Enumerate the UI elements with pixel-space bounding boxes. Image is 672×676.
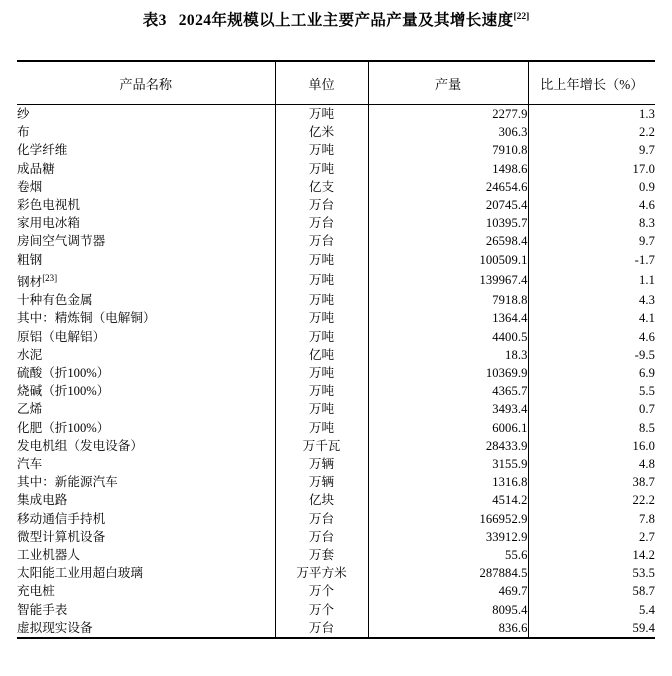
cell-product-name bbox=[17, 582, 275, 600]
cell-growth-value: 4.1 bbox=[528, 309, 655, 327]
table-row bbox=[17, 105, 655, 124]
cell-product-name bbox=[17, 455, 275, 473]
cell-growth-value: 4.6 bbox=[528, 196, 655, 214]
cell-output-value: 33912.9 bbox=[368, 528, 528, 546]
cell-unit: 万个 bbox=[275, 582, 368, 600]
cell-product-name bbox=[17, 564, 275, 582]
product-name-label: 纱 bbox=[17, 107, 30, 121]
table-row bbox=[17, 328, 655, 346]
cell-product-name bbox=[17, 214, 275, 232]
cell-growth-value: 59.4 bbox=[528, 619, 655, 638]
cell-product-name bbox=[17, 196, 275, 214]
table-header-row bbox=[17, 61, 655, 105]
cell-output-value: 18.3 bbox=[368, 346, 528, 364]
table-row bbox=[17, 491, 655, 509]
cell-growth-value: 9.7 bbox=[528, 232, 655, 250]
table-row bbox=[17, 382, 655, 400]
product-name-label: 成品糖 bbox=[17, 161, 55, 176]
cell-unit: 万台 bbox=[275, 510, 368, 528]
table-container bbox=[17, 60, 655, 639]
product-name-label: 卷烟 bbox=[17, 179, 43, 194]
cell-unit: 万吨 bbox=[275, 328, 368, 346]
cell-unit: 万吨 bbox=[275, 419, 368, 437]
cell-output-value: 4514.2 bbox=[368, 491, 528, 509]
table-row bbox=[17, 178, 655, 196]
table-body bbox=[17, 105, 655, 639]
cell-unit: 万台 bbox=[275, 619, 368, 638]
cell-unit: 万套 bbox=[275, 546, 368, 564]
cell-output-value: 306.3 bbox=[368, 123, 528, 141]
table-number: 表3 bbox=[142, 12, 167, 29]
cell-growth-value: 2.2 bbox=[528, 123, 655, 141]
table-row bbox=[17, 473, 655, 491]
table-row bbox=[17, 123, 655, 141]
cell-product-name bbox=[17, 160, 275, 178]
cell-product-name bbox=[17, 232, 275, 250]
cell-growth-value: 16.0 bbox=[528, 437, 655, 455]
cell-growth-value: 22.2 bbox=[528, 491, 655, 509]
cell-output-value: 3155.9 bbox=[368, 455, 528, 473]
cell-growth-value: 14.2 bbox=[528, 546, 655, 564]
cell-output-value: 2277.9 bbox=[368, 105, 528, 124]
cell-output-value: 10369.9 bbox=[368, 364, 528, 382]
product-name-label: 家用电冰箱 bbox=[17, 216, 80, 231]
column-header-unit: 单位 bbox=[275, 61, 368, 105]
cell-unit: 万个 bbox=[275, 601, 368, 619]
cell-output-value: 287884.5 bbox=[368, 564, 528, 582]
product-name-label: 虚拟现实设备 bbox=[17, 620, 93, 635]
cell-product-name bbox=[17, 382, 275, 400]
product-name-label: 移动通信手持机 bbox=[17, 511, 106, 526]
product-name-label: 其中：精炼铜（电解铜） bbox=[17, 311, 156, 326]
cell-growth-value: 2.7 bbox=[528, 528, 655, 546]
cell-output-value: 20745.4 bbox=[368, 196, 528, 214]
product-name-label: 原铝（电解铝） bbox=[17, 329, 106, 344]
cell-output-value: 166952.9 bbox=[368, 510, 528, 528]
product-name-label: 钢材 bbox=[17, 275, 43, 290]
product-name-label: 水泥 bbox=[17, 347, 43, 362]
cell-growth-value: 0.7 bbox=[528, 400, 655, 418]
table-row bbox=[17, 196, 655, 214]
cell-product-name bbox=[17, 123, 275, 141]
table-header bbox=[17, 61, 655, 105]
product-name-label: 房间空气调节器 bbox=[17, 234, 106, 249]
product-name-label: 彩色电视机 bbox=[17, 198, 80, 213]
cell-growth-value: 53.5 bbox=[528, 564, 655, 582]
column-header-output: 产量 bbox=[368, 61, 528, 105]
product-name-label: 化学纤维 bbox=[17, 143, 68, 158]
product-name-label: 汽车 bbox=[17, 457, 43, 472]
column-header-product-name: 产品名称 bbox=[17, 61, 275, 105]
cell-growth-value: 6.9 bbox=[528, 364, 655, 382]
cell-product-name bbox=[17, 546, 275, 564]
cell-unit: 万吨 bbox=[275, 382, 368, 400]
table-row bbox=[17, 528, 655, 546]
title-main-text: 2024年规模以上工业主要产品产量及其增长速度 bbox=[178, 12, 514, 29]
cell-unit: 万平方米 bbox=[275, 564, 368, 582]
cell-output-value: 6006.1 bbox=[368, 419, 528, 437]
cell-product-name bbox=[17, 510, 275, 528]
cell-unit: 万吨 bbox=[275, 141, 368, 159]
cell-product-name bbox=[17, 291, 275, 309]
cell-product-name bbox=[17, 491, 275, 509]
product-name-label: 智能手表 bbox=[17, 602, 68, 617]
cell-output-value: 836.6 bbox=[368, 619, 528, 638]
cell-unit: 万千瓦 bbox=[275, 437, 368, 455]
table-row bbox=[17, 309, 655, 327]
cell-output-value: 1364.4 bbox=[368, 309, 528, 327]
product-name-label: 充电桩 bbox=[17, 584, 55, 599]
table-row bbox=[17, 582, 655, 600]
cell-output-value: 55.6 bbox=[368, 546, 528, 564]
cell-unit: 亿吨 bbox=[275, 346, 368, 364]
cell-unit: 万辆 bbox=[275, 473, 368, 491]
cell-product-name bbox=[17, 141, 275, 159]
table-row bbox=[17, 455, 655, 473]
cell-unit: 万台 bbox=[275, 232, 368, 250]
cell-output-value: 7910.8 bbox=[368, 141, 528, 159]
cell-output-value: 24654.6 bbox=[368, 178, 528, 196]
product-name-label: 太阳能工业用超白玻璃 bbox=[17, 566, 143, 581]
product-name-label: 化肥（折100%） bbox=[17, 420, 110, 435]
table-row bbox=[17, 232, 655, 250]
cell-growth-value: 58.7 bbox=[528, 582, 655, 600]
product-name-label: 集成电路 bbox=[17, 493, 68, 508]
cell-unit: 万吨 bbox=[275, 400, 368, 418]
product-name-label: 工业机器人 bbox=[17, 548, 80, 563]
product-name-label: 硫酸（折100%） bbox=[17, 366, 110, 381]
cell-growth-value: 4.6 bbox=[528, 328, 655, 346]
cell-product-name bbox=[17, 105, 275, 124]
cell-output-value: 139967.4 bbox=[368, 269, 528, 291]
cell-product-name bbox=[17, 269, 275, 291]
product-name-label: 发电机组（发电设备） bbox=[17, 438, 143, 453]
cell-growth-value: 8.3 bbox=[528, 214, 655, 232]
cell-output-value: 469.7 bbox=[368, 582, 528, 600]
cell-unit: 亿块 bbox=[275, 491, 368, 509]
cell-unit: 万辆 bbox=[275, 455, 368, 473]
cell-growth-value: 4.3 bbox=[528, 291, 655, 309]
table-row bbox=[17, 291, 655, 309]
cell-unit: 万吨 bbox=[275, 251, 368, 269]
table-row bbox=[17, 160, 655, 178]
product-footnote-marker: [23] bbox=[42, 272, 58, 283]
cell-product-name bbox=[17, 601, 275, 619]
cell-product-name bbox=[17, 178, 275, 196]
product-name-label: 粗钢 bbox=[17, 252, 43, 267]
table-row bbox=[17, 214, 655, 232]
cell-product-name bbox=[17, 437, 275, 455]
cell-product-name bbox=[17, 473, 275, 491]
cell-growth-value: 8.5 bbox=[528, 419, 655, 437]
table-row bbox=[17, 546, 655, 564]
table-row bbox=[17, 564, 655, 582]
title-text-group bbox=[143, 12, 530, 29]
cell-growth-value: 0.9 bbox=[528, 178, 655, 196]
cell-product-name bbox=[17, 346, 275, 364]
cell-output-value: 10395.7 bbox=[368, 214, 528, 232]
cell-unit: 万吨 bbox=[275, 105, 368, 124]
cell-output-value: 8095.4 bbox=[368, 601, 528, 619]
table-row bbox=[17, 269, 655, 291]
cell-output-value: 4400.5 bbox=[368, 328, 528, 346]
page-title bbox=[0, 8, 672, 30]
table-row bbox=[17, 601, 655, 619]
cell-product-name bbox=[17, 309, 275, 327]
table-row bbox=[17, 346, 655, 364]
cell-growth-value: 5.4 bbox=[528, 601, 655, 619]
cell-product-name bbox=[17, 619, 275, 638]
table-row bbox=[17, 437, 655, 455]
cell-output-value: 28433.9 bbox=[368, 437, 528, 455]
cell-growth-value: -1.7 bbox=[528, 251, 655, 269]
table-row bbox=[17, 510, 655, 528]
cell-product-name bbox=[17, 419, 275, 437]
cell-growth-value: 17.0 bbox=[528, 160, 655, 178]
cell-growth-value: 1.3 bbox=[528, 105, 655, 124]
cell-product-name bbox=[17, 528, 275, 546]
cell-output-value: 3493.4 bbox=[368, 400, 528, 418]
cell-growth-value: -9.5 bbox=[528, 346, 655, 364]
table-row bbox=[17, 419, 655, 437]
cell-output-value: 26598.4 bbox=[368, 232, 528, 250]
cell-unit: 亿支 bbox=[275, 178, 368, 196]
cell-unit: 亿米 bbox=[275, 123, 368, 141]
cell-output-value: 1316.8 bbox=[368, 473, 528, 491]
title-footnote-marker: [22] bbox=[513, 11, 530, 22]
table-row bbox=[17, 364, 655, 382]
cell-output-value: 7918.8 bbox=[368, 291, 528, 309]
cell-unit: 万台 bbox=[275, 196, 368, 214]
cell-unit: 万吨 bbox=[275, 160, 368, 178]
cell-growth-value: 1.1 bbox=[528, 269, 655, 291]
product-name-label: 十种有色金属 bbox=[17, 293, 93, 308]
cell-unit: 万吨 bbox=[275, 309, 368, 327]
product-name-label: 乙烯 bbox=[17, 402, 43, 417]
table-row bbox=[17, 141, 655, 159]
cell-unit: 万吨 bbox=[275, 269, 368, 291]
cell-output-value: 100509.1 bbox=[368, 251, 528, 269]
product-name-label: 其中：新能源汽车 bbox=[17, 475, 118, 490]
cell-product-name bbox=[17, 328, 275, 346]
cell-product-name bbox=[17, 251, 275, 269]
production-statistics-table bbox=[17, 60, 655, 639]
cell-product-name bbox=[17, 364, 275, 382]
column-header-growth: 比上年增长（%） bbox=[528, 61, 655, 105]
cell-unit: 万吨 bbox=[275, 364, 368, 382]
product-name-label: 烧碱（折100%） bbox=[17, 384, 110, 399]
cell-growth-value: 5.5 bbox=[528, 382, 655, 400]
table-row bbox=[17, 619, 655, 638]
cell-growth-value: 9.7 bbox=[528, 141, 655, 159]
cell-growth-value: 4.8 bbox=[528, 455, 655, 473]
cell-output-value: 1498.6 bbox=[368, 160, 528, 178]
cell-product-name bbox=[17, 400, 275, 418]
product-name-label: 布 bbox=[17, 125, 30, 140]
cell-growth-value: 38.7 bbox=[528, 473, 655, 491]
cell-unit: 万台 bbox=[275, 214, 368, 232]
cell-growth-value: 7.8 bbox=[528, 510, 655, 528]
table-row bbox=[17, 400, 655, 418]
cell-unit: 万吨 bbox=[275, 291, 368, 309]
cell-unit: 万台 bbox=[275, 528, 368, 546]
table-row bbox=[17, 251, 655, 269]
product-name-label: 微型计算机设备 bbox=[17, 529, 106, 544]
cell-output-value: 4365.7 bbox=[368, 382, 528, 400]
